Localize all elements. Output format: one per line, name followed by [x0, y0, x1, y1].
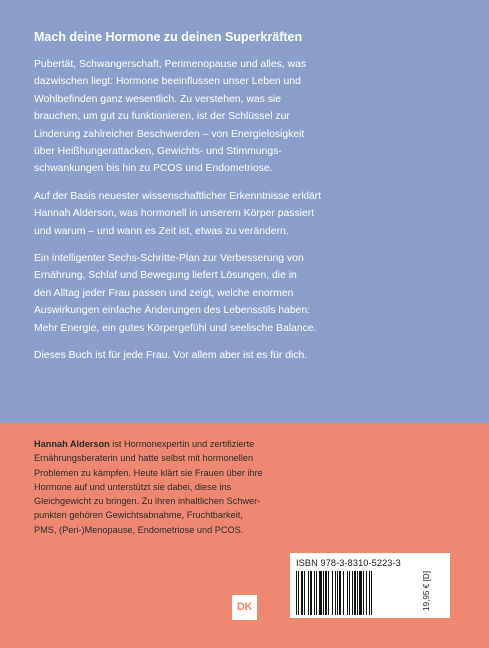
text-line: Dieses Buch ist für jede Frau. Vor allem aber ist es für dich. [34, 350, 308, 362]
author-name: Hannah Alderson [34, 439, 110, 449]
author-bio [34, 437, 364, 537]
text-line: schwankungen bis hin zu PCOS und Endometriose. [34, 163, 273, 175]
text-line: Auswirkungen einfache Änderungen des Lebensstils haben: [34, 305, 311, 317]
author-bio-first-line [34, 437, 364, 451]
text-line: den Alltag jeder Frau passen und zeigt, welche enormen [34, 287, 294, 299]
blurb-paragraph [34, 347, 462, 364]
text-line: Ernährungsberaterin und hatte selbst mit hormonellen [34, 453, 254, 464]
text-line: brauchen, um gut zu funktionieren, ist der Schlüssel zur [34, 111, 290, 123]
text-line: und warum – und wann es Zeit ist, etwas zu verändern. [34, 225, 289, 237]
text-line: über Heißhungerattacken, Gewichts- und Stimmungs- [34, 146, 282, 158]
blurb-body [34, 56, 462, 375]
text-line: Gleichgewicht zu bringen. Zu ihren inhaltlichen Schwer- [34, 496, 261, 507]
barcode-label [290, 553, 450, 618]
text-line: PMS, (Peri-)Menopause, Endometriose und PCOS. [34, 524, 244, 535]
text-line: dazwischen liegt: Hormone beeinflussen unser Leben und [34, 76, 301, 88]
text-line: Mehr Energie, ein gutes Körpergefühl und seelische Balance. [34, 322, 317, 334]
author-bio-text: ist Hormonexpertin und zertifizierte [109, 439, 255, 449]
text-line: Hannah Alderson, was hormonell in unserem Körper passiert [34, 208, 315, 220]
text-line: Wohlbefinden ganz wesentlich. Zu verstehen, was sie [34, 93, 282, 105]
text-line: Auf der Basis neuester wissenschaftlicher Erkenntnisse erklärt [34, 190, 322, 202]
blurb-heading: Mach deine Hormone zu deinen Superkräften [34, 30, 303, 44]
blurb-paragraph [34, 250, 462, 337]
publisher-logo: DK [232, 595, 257, 620]
text-line: Linderung zahlreicher Beschwerden – von Energielosigkeit [34, 128, 305, 140]
text-line: Problemen zu kämpfen. Heute klärt sie Frauen über ihre [34, 467, 263, 478]
barcode [296, 571, 420, 615]
isbn-number: ISBN 978-3-8310-5223-3 [296, 558, 401, 568]
text-line: Hormone auf und unterstützt sie dabei, diese ins [34, 481, 232, 492]
blurb-paragraph [34, 56, 462, 178]
barcode-bar [372, 571, 373, 615]
text-line: Ein intelligenter Sechs-Schritte-Plan zur Verbesserung von [34, 253, 304, 265]
text-line: Ernährung, Schlaf und Bewegung liefert Lösungen, die in [34, 270, 297, 282]
text-line: punkten gehören Gewichtsabnahme, Fruchtbarkeit, [34, 510, 243, 521]
text-line: Pubertät, Schwangerschaft, Perimenopause und alles, was [34, 59, 307, 70]
blurb-paragraph [34, 188, 462, 240]
price-label: 19,95 € [D] [422, 570, 431, 611]
